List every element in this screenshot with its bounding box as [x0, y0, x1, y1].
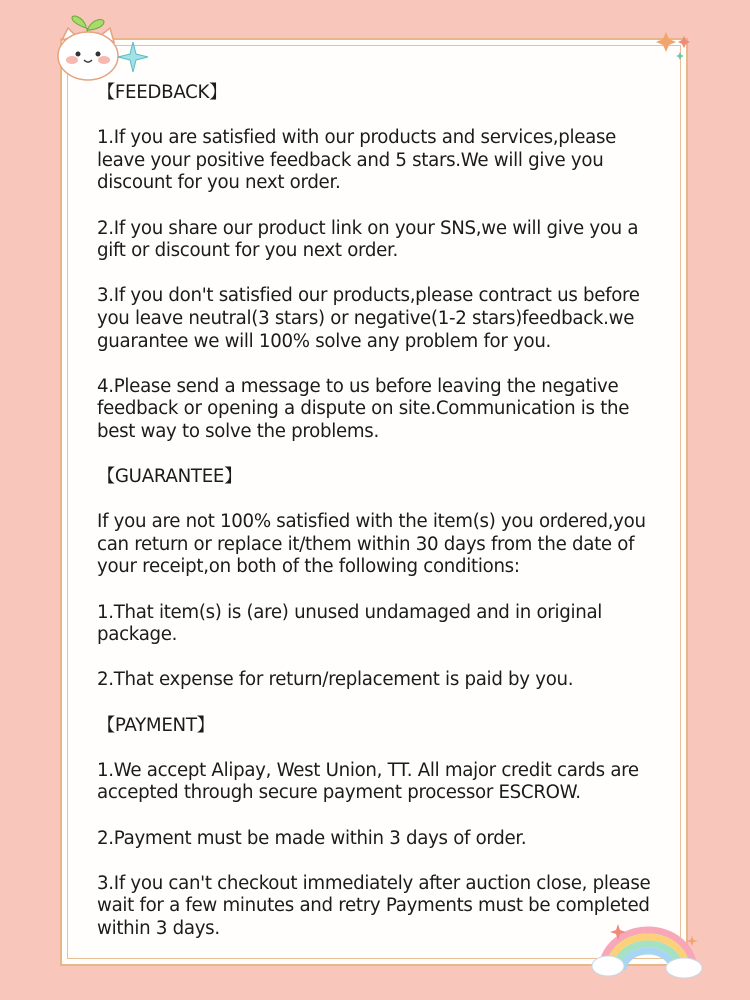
- feedback-item-2: 2.If you share our product link on your SNS,we will give you a gift or discount for you next order.: [97, 217, 639, 262]
- payment-item-2: 2.Payment must be made within 3 days of order.: [97, 827, 527, 849]
- payment-item-1: 1.We accept Alipay, West Union, TT. All major credit cards are accepted through secure payment processor ESCROW.: [97, 759, 639, 804]
- guarantee-item-1: 1.That item(s) is (are) unused undamaged and in original package.: [97, 601, 603, 646]
- guarantee-heading: 【GUARANTEE】: [97, 466, 242, 488]
- feedback-item-1: 1.If you are satisfied with our products and services,please leave your positive feedback and 5 stars.We will give you discount for you next order.: [97, 127, 617, 194]
- feedback-heading: 【FEEDBACK】: [97, 82, 228, 103]
- payment-heading: 【PAYMENT】: [97, 714, 215, 736]
- diamond-sparkle-icon: [656, 30, 696, 60]
- sparkle-star-icon: [116, 40, 150, 74]
- feedback-item-3: 3.If you don't satisfied our products,please contract us before you leave neutral(3 stars) or negative(1-2 stars)feedback.we guarantee we will 100% solve any problem for you.: [97, 285, 640, 352]
- guarantee-intro: If you are not 100% satisfied with the item(s) you ordered,you can return or replace it/them within 30 days from the date of your receipt,on both of the following conditions:: [97, 511, 646, 578]
- policy-content: [97, 82, 657, 941]
- feedback-item-4: 4.Please send a message to us before leaving the negative feedback or opening a dispute on site.Communication is the best way to solve the problems.: [97, 375, 630, 442]
- guarantee-item-2: 2.That expense for return/replacement is paid by you.: [97, 669, 574, 691]
- payment-item-3: 3.If you can't checkout immediately after auction close, please wait for a few minutes and retry Payments must be completed within 3 days.: [97, 872, 651, 939]
